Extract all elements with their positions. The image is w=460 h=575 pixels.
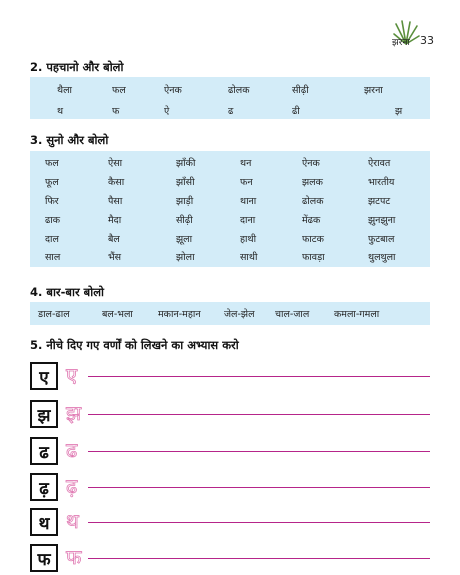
trace-letter: ए <box>66 363 78 387</box>
page-number: 33 <box>420 34 434 47</box>
book-title: झरना <box>392 38 410 48</box>
practice-row <box>30 544 430 574</box>
section-3-title: 3. सुनो और बोलो <box>30 133 109 147</box>
word-cell: सीढ़ी <box>292 85 309 96</box>
word-cell: झुनझुना <box>368 215 396 226</box>
practice-row <box>30 400 430 430</box>
word-cell: भारतीय <box>368 177 395 188</box>
word-cell: थन <box>240 158 252 169</box>
section-5-title: 5. नीचे दिए गए वर्णों को लिखने का अभ्यास करो <box>30 338 239 352</box>
phrase-cell: कमला-गमला <box>334 309 380 320</box>
letter-cell: ढ <box>228 106 234 117</box>
practice-row <box>30 508 430 538</box>
section-2-title: 2. पहचानो और बोलो <box>30 60 124 74</box>
writing-line[interactable] <box>88 451 430 452</box>
letter-box: ढ <box>30 437 58 465</box>
letter-cell: थ <box>57 106 64 117</box>
word-cell: मेंढक <box>302 215 321 226</box>
word-cell: झूला <box>176 234 193 245</box>
word-cell: सीढ़ी <box>176 215 193 226</box>
word-cell: ऐसा <box>108 158 123 169</box>
phrase-cell: बल-भला <box>102 309 133 320</box>
word-cell: फल <box>45 158 59 169</box>
word-cell: झाँकी <box>176 158 196 169</box>
word-cell: फाटक <box>302 234 324 245</box>
word-cell: ऐनक <box>302 158 320 169</box>
word-cell: झोला <box>176 252 195 263</box>
word-cell: पैसा <box>108 196 123 207</box>
word-cell: झटपट <box>368 196 391 207</box>
letter-box: झ <box>30 400 58 428</box>
writing-line[interactable] <box>88 414 430 415</box>
letter-cell: फ <box>112 106 120 117</box>
letter-cell: ढी <box>292 106 300 117</box>
section-4-title: 4. बार-बार बोलो <box>30 285 104 299</box>
word-cell: फन <box>240 177 253 188</box>
letter-box: थ <box>30 508 58 536</box>
word-cell: झलक <box>302 177 323 188</box>
phrase-cell: मकान-महान <box>158 309 201 320</box>
word-cell: मैदा <box>108 215 122 226</box>
word-cell: साल <box>45 252 61 263</box>
word-cell: झाड़ी <box>176 196 194 207</box>
word-cell: दाना <box>240 215 256 226</box>
section-2-box <box>30 77 430 119</box>
word-cell: थाना <box>240 196 257 207</box>
page-header <box>390 18 450 48</box>
trace-letter: ढ <box>66 438 78 462</box>
word-cell: ढाक <box>45 215 61 226</box>
word-cell: बैल <box>108 234 120 245</box>
letter-box: ए <box>30 362 58 390</box>
section-3-box <box>30 151 430 267</box>
letter-box: ढ़ <box>30 473 58 501</box>
trace-letter: ढ़ <box>66 474 78 498</box>
practice-row <box>30 437 430 467</box>
trace-letter: झ <box>66 401 82 425</box>
word-cell: हाथी <box>240 234 257 245</box>
word-cell: ढोलक <box>302 196 324 207</box>
letter-cell: ऐ <box>164 106 170 117</box>
word-cell: ऐनक <box>164 85 182 96</box>
writing-line[interactable] <box>88 558 430 559</box>
word-cell: थुलथुला <box>368 252 396 263</box>
word-cell: ऐरावत <box>368 158 391 169</box>
word-cell: फिर <box>45 196 59 207</box>
trace-letter: फ <box>66 545 82 569</box>
phrase-cell: डाल-ढाल <box>38 309 70 320</box>
letter-box: फ <box>30 544 58 572</box>
phrase-cell: चाल-जाल <box>275 309 310 320</box>
word-cell: झरना <box>364 85 383 96</box>
word-cell: दाल <box>45 234 59 245</box>
trace-letter: थ <box>66 509 79 533</box>
word-cell: थैला <box>57 85 72 96</box>
word-cell: फूल <box>45 177 59 188</box>
practice-row <box>30 473 430 503</box>
word-cell: साथी <box>240 252 258 263</box>
word-cell: फुटबाल <box>368 234 395 245</box>
letter-cell: झ <box>395 106 403 117</box>
word-cell: कैसा <box>108 177 125 188</box>
practice-row <box>30 362 430 392</box>
word-cell: फल <box>112 85 126 96</box>
word-cell: फावड़ा <box>302 252 325 263</box>
section-4-box <box>30 302 430 325</box>
writing-line[interactable] <box>88 376 430 377</box>
word-cell: झाँसी <box>176 177 195 188</box>
writing-line[interactable] <box>88 487 430 488</box>
word-cell: भैंस <box>108 252 122 263</box>
word-cell: ढोलक <box>228 85 250 96</box>
writing-line[interactable] <box>88 522 430 523</box>
phrase-cell: जेल-झेल <box>224 309 255 320</box>
